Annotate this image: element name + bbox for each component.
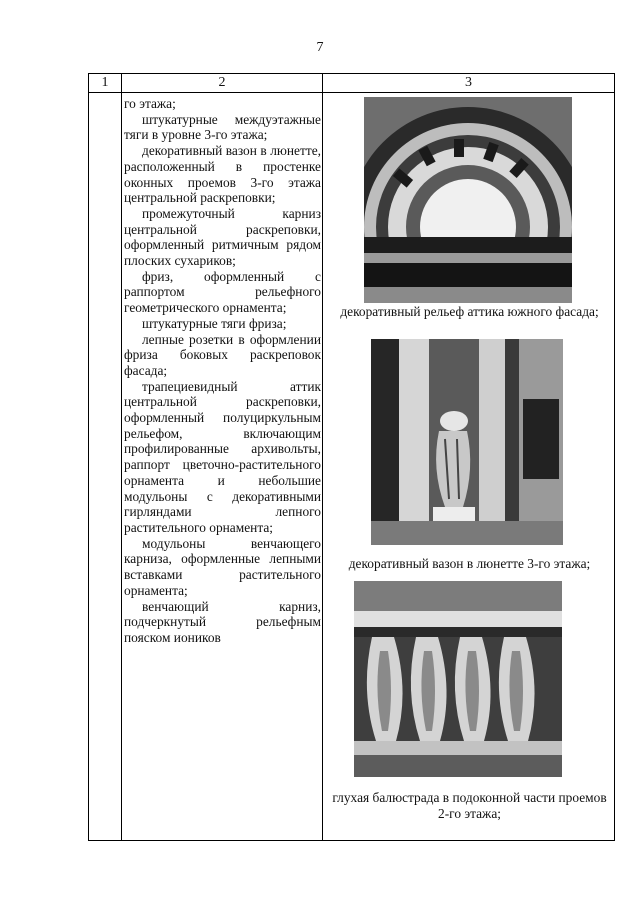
list-item: штукатурные тяги фриза;: [142, 315, 287, 331]
column-divider-1: [121, 74, 122, 840]
caption-attic-relief: декоративный рельеф аттика южного фасада;: [340, 304, 599, 319]
caption-balustrade: глухая балюстрада в подоконной части проемов 2-го этажа;: [332, 790, 607, 821]
header-col-3: 3: [465, 75, 472, 90]
list-item: лепные розетки в оформлении фриза боковых раскреповок фасада;: [124, 331, 321, 378]
list-item: го этажа;: [124, 96, 176, 111]
caption-decorative-vase: декоративный вазон в люнетте 3-го этажа;: [348, 556, 591, 571]
document-table: [88, 73, 615, 841]
list-item: промежуточный карниз центральной раскреповки, оформленный ритмичным рядом плоских сухариков;: [124, 205, 321, 269]
balustrade-photo: [354, 581, 562, 777]
column-divider-2: [322, 74, 323, 840]
header-col-2: 2: [218, 75, 226, 90]
header-col-1: 1: [101, 75, 109, 90]
attic-relief-photo: [364, 97, 572, 303]
list-item: венчающий карниз, подчеркнутый рельефным пояском иоников: [124, 598, 321, 645]
list-item: фриз, оформленный с раппортом рельефного геометрического орнамента;: [124, 268, 321, 316]
header-divider: [89, 92, 614, 93]
decorative-vase-photo: [371, 339, 563, 545]
page-number: 7: [316, 40, 324, 55]
list-item: трапециевидный аттик центральной раскреповки, оформленный полуциркульным рельефом, включающим профилированные архивольты, раппорт цветочно-растительного орнамента и небольшие модульоны с декоративными гирляндами лепного растительного орнамента;: [124, 378, 321, 535]
list-item: декоративный вазон в люнетте, расположенный в простенке оконных проемов 3-го этажа центральной раскреповки;: [124, 143, 321, 206]
element-list: [124, 96, 321, 646]
list-item: штукатурные междуэтажные тяги в уровне 3-го этажа;: [124, 111, 321, 143]
list-item: модульоны венчающего карниза, оформленные лепными вставками растительного орнамента;: [124, 535, 321, 598]
